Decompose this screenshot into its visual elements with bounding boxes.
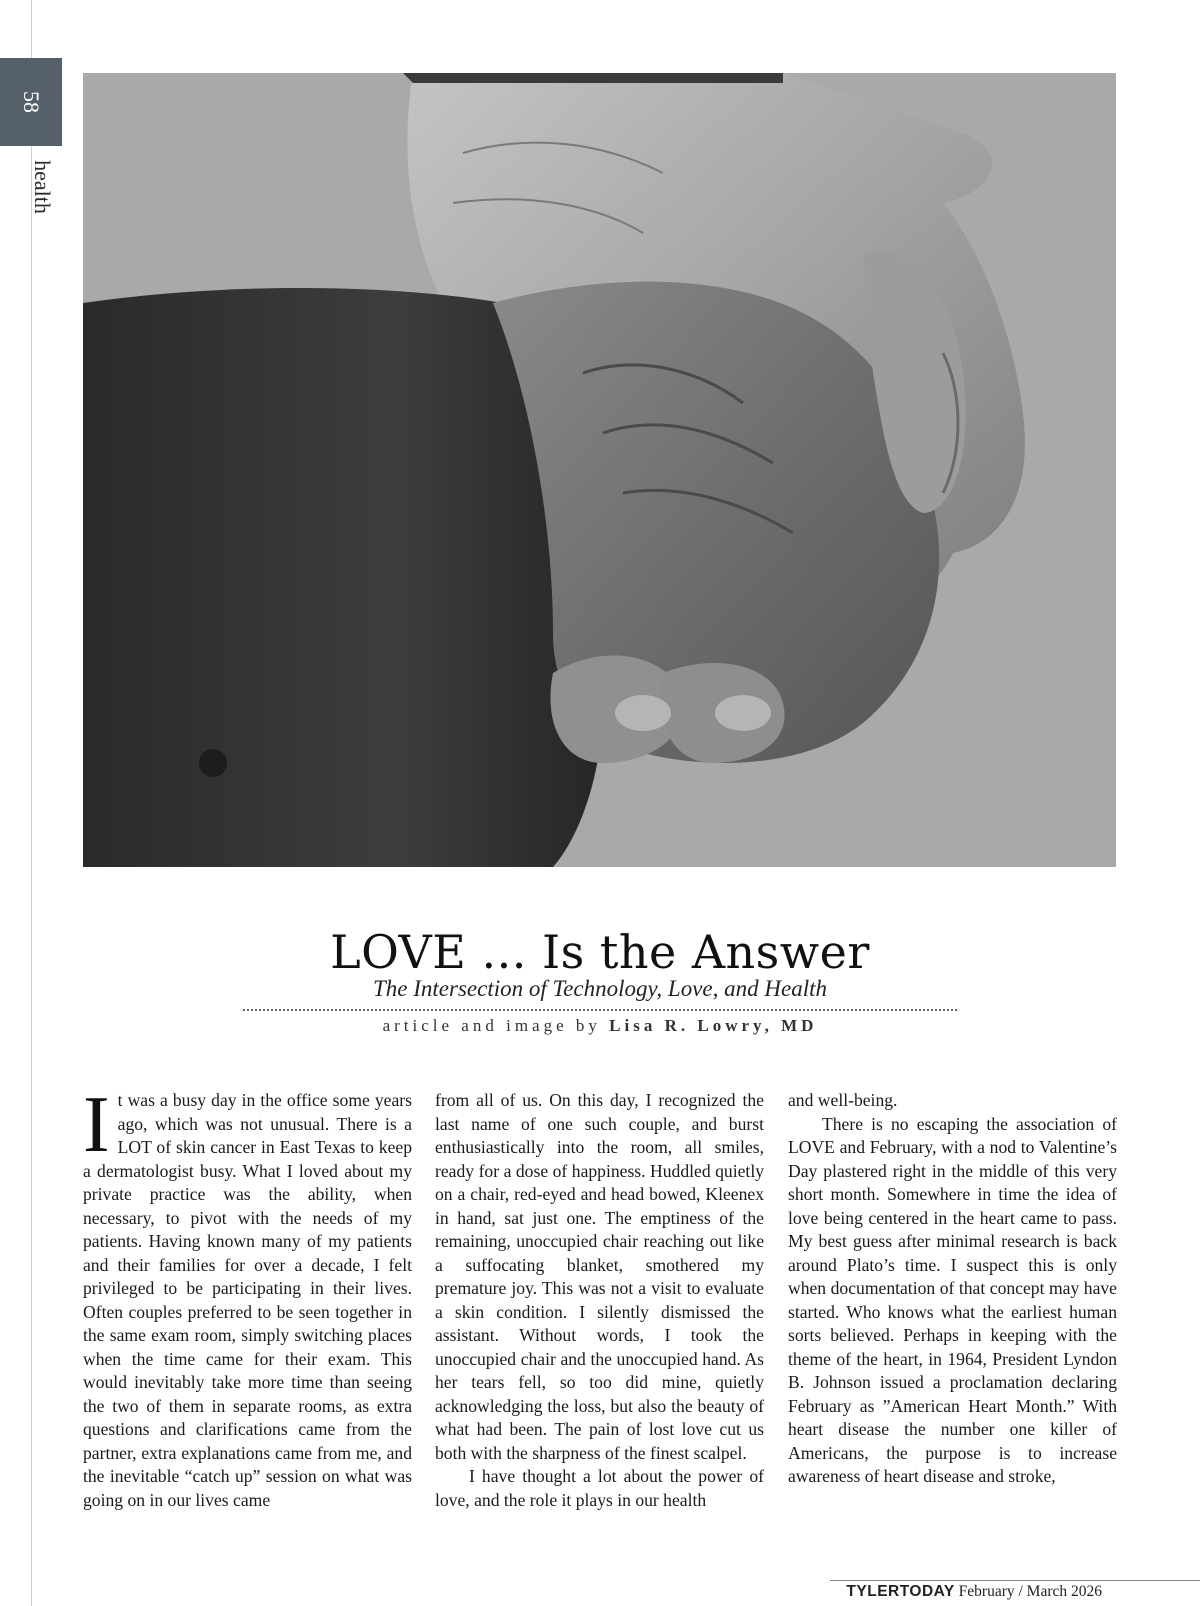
paragraph-text: t was a busy day in the office some years ago, which was not unusual. There is a LOT of skin cancer in East Texas to keep a dermatologist busy. What I loved about my private practice was the ability, when necessary, to pivot with the needs of my patients. Having known many of my patients and their families for over a decade, I felt privileged to be participating in their lives. Often couples preferred to be seen together in the same exam room, simply switching places when the time came for their exam. This would inevitably take more time than seeing the two of them in separate rooms, as extra questions and clarifications came from the partner, extra explanations came from me, and the inevitable “catch up” session on what was going on in our lives came — [83, 1090, 412, 1510]
spine-line — [31, 0, 32, 1606]
byline-prefix: article and image by — [382, 1016, 601, 1035]
article-subtitle: The Intersection of Technology, Love, and Health — [373, 976, 827, 1001]
page-number-tab — [0, 58, 62, 146]
page-footer — [846, 1583, 1102, 1601]
paragraph: and well-being. — [788, 1090, 898, 1110]
page-number: 58 — [19, 91, 44, 113]
hands-clasped-icon — [83, 73, 1116, 867]
article-photo — [83, 73, 1116, 867]
magazine-name: TYLERTODAY — [846, 1583, 955, 1600]
paragraph: I have thought a lot about the power of love, and the role it plays in our health — [435, 1466, 764, 1510]
paragraph: from all of us. On this day, I recognized the last name of one such couple, and burst enthusiastically into the room, all smiles, ready for a dose of happiness. Huddled quietly on a chair, red-eyed and head bowed, Kleenex in hand, sat just one. The emptiness of the remaining, unoccupied chair reaching out like a suffocating blanket, smothered my premature joy. This was not a visit to evaluate a skin condition. I silently dismissed the assistant. Without words, I took the unoccupied chair and the unoccupied hand. As her tears fell, so too did mine, quietly acknowledging the loss, but also the beauty of what had been. The pain of lost love cut us both with the sharpness of the finest scalpel. — [435, 1090, 764, 1463]
byline-author: Lisa R. Lowry, MD — [609, 1016, 818, 1035]
paragraph — [83, 1081, 412, 1512]
paragraph: There is no escaping the association of LOVE and February, with a nod to Valentine’s Day plastered right in the middle of this very short month. Somewhere in time the idea of love being centered in the heart came to pass. My best guess after minimal research is back around Plato’s time. I suspect this is only when documentation of that concept may have started. Who knows what the earliest human sorts believed. Perhaps in keeping with the theme of the heart, in 1964, President Lyndon B. Johnson issued a proclamation declaring February as ”American Heart Month.” With heart disease the number one killer of Americans, the purpose is to increase awareness of heart disease and stroke, — [788, 1113, 1117, 1486]
drop-cap: I — [83, 1081, 110, 1169]
article-column-2 — [435, 1089, 764, 1512]
article-column-3 — [788, 1089, 1117, 1489]
section-label — [20, 152, 64, 222]
footer-divider — [830, 1580, 1200, 1581]
article-column-1 — [83, 1081, 412, 1512]
title-divider — [243, 1009, 957, 1011]
byline — [0, 1016, 1200, 1036]
article-title: LOVE ... Is the Answer — [330, 925, 870, 979]
section-label-text: health — [30, 160, 56, 214]
issue-date: February / March 2026 — [958, 1583, 1102, 1600]
